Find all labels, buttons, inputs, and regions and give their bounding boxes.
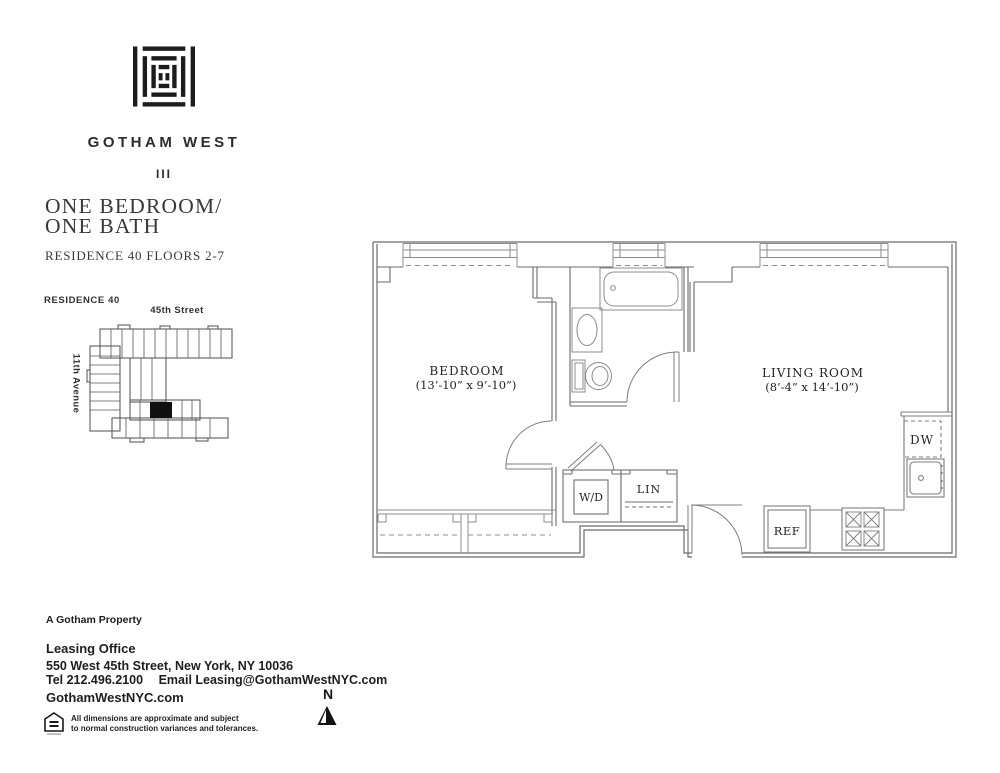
address-line: 550 West 45th Street, New York, NY 10036: [46, 659, 294, 673]
stove: [842, 508, 884, 550]
residence-subtitle: RESIDENCE 40 FLOORS 2-7: [45, 248, 225, 263]
email-address: Email Leasing@GothamWestNYC.com: [158, 673, 388, 687]
kitchen-sink: [907, 459, 944, 497]
brand-logo: [133, 46, 195, 107]
disclaimer: [71, 714, 258, 733]
bedroom-door: [506, 421, 552, 469]
unit-title: [45, 196, 222, 236]
room-label-bedroom: BEDROOM: [429, 364, 505, 378]
kitchen-counter-edge: [810, 416, 904, 510]
room-dims-bedroom: (13’-10” x 9’-10”): [415, 378, 517, 392]
label-linen: LIN: [636, 483, 662, 496]
disclaimer-line2: to normal construction variances and tolerances.: [71, 723, 259, 733]
washer-dryer-door: [568, 442, 614, 471]
brand-numeral: III: [155, 167, 172, 181]
bathroom-door: [627, 352, 679, 402]
unit-title-line2: ONE BATH: [45, 214, 161, 238]
site-map-unit-dividers: [90, 329, 221, 438]
site-map: [85, 322, 237, 444]
disclaimer-line1: All dimensions are approximate and subject: [71, 714, 239, 723]
highlighted-unit: [150, 402, 172, 418]
brand-name: GOTHAM WEST: [87, 134, 241, 151]
compass-needle-icon: [315, 705, 339, 727]
bathroom-fixtures: [572, 268, 682, 392]
bedroom-window-band: [377, 510, 556, 553]
brand-block: [64, 46, 264, 181]
bathtub: [600, 268, 682, 310]
contact-line: [46, 673, 387, 687]
phone-number: Tel 212.496.2100: [46, 673, 144, 687]
leasing-office-title: Leasing Office: [46, 641, 136, 656]
site-map-label: RESIDENCE 40: [44, 295, 120, 306]
street-label-11th-avenue: 11th Avenue: [70, 353, 82, 414]
label-washer-dryer: W/D: [579, 491, 603, 504]
website-line: GothamWestNYC.com: [46, 690, 184, 705]
windows: [403, 244, 888, 268]
linen-closet: [621, 470, 677, 522]
floor-plan: [368, 236, 964, 562]
room-dims-living-room: (8’-4” x 14’-10”): [765, 380, 859, 394]
room-label-living-room: LIVING ROOM: [761, 366, 865, 380]
toilet: [572, 360, 612, 392]
street-label-45th: 45th Street: [150, 305, 204, 316]
unit-title-line1: ONE BEDROOM/: [45, 194, 223, 218]
property-tagline: A Gotham Property: [46, 614, 142, 626]
label-refrigerator: REF: [773, 524, 801, 538]
doors: [506, 352, 742, 555]
bathroom-sink: [572, 308, 602, 352]
logo-maze-mark: [133, 46, 195, 106]
equal-housing-icon: [44, 712, 64, 736]
kitchen-wall-nib: [901, 412, 952, 416]
entry-door: [688, 505, 742, 555]
compass-label: N: [322, 686, 334, 702]
label-dishwasher: DW: [910, 433, 934, 447]
